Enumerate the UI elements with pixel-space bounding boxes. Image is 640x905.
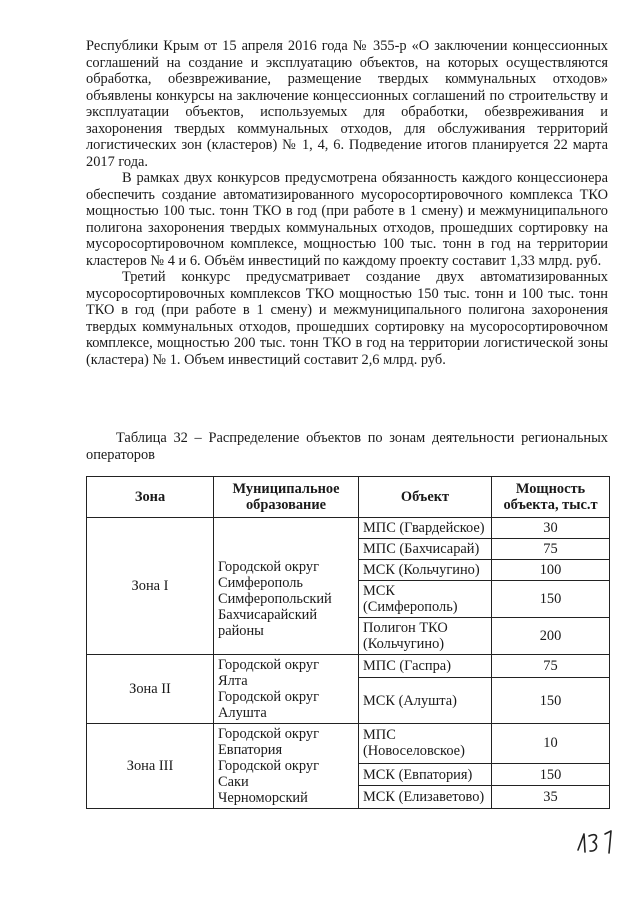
object-cell: МПС (Бахчисарай) xyxy=(359,539,492,560)
zone-cell: Зона I xyxy=(87,518,214,655)
capacity-cell: 150 xyxy=(492,763,610,786)
municipality-line: Городской округ xyxy=(218,689,319,705)
municipality-line: Симферопольский xyxy=(218,591,332,607)
municipality-line: Бахчисарайский xyxy=(218,607,318,623)
municipality-line: Ялта xyxy=(218,673,248,689)
zone-cell: Зона II xyxy=(87,655,214,724)
municipality-cell xyxy=(214,518,359,655)
object-cell: МСК (Кольчугино) xyxy=(359,560,492,581)
capacity-cell: 200 xyxy=(492,618,610,655)
municipality-line: Городской округ xyxy=(218,559,319,575)
paragraph-3: Третий конкурс предусматривает создание двух автоматизированных мусоросортировочных комплексов ТКО мощностью 150 тыс. тонн и 100 тыс. тонн ТКО в год (при работе в 1 смену) и межмуниципального полигона захоронения твердых коммунальных отходов, прошедших сортировку на мусоросортировочном комплексе, мощностью 200 тыс. тонн ТКО в год на территории логистической зоны (кластера) № 1. Объем инвестиций составит 2,6 млрд. руб. xyxy=(86,269,608,368)
body-text xyxy=(86,38,608,368)
object-cell: МСК (Симферополь) xyxy=(359,581,492,618)
header-municipality: Муниципальное образование xyxy=(214,477,359,518)
capacity-cell: 150 xyxy=(492,581,610,618)
table-caption: Таблица 32 – Распределение объектов по зонам деятельности региональных операторов xyxy=(86,430,608,463)
capacity-cell: 75 xyxy=(492,655,610,678)
zones-table xyxy=(86,476,610,809)
municipality-line: Саки xyxy=(218,774,249,790)
object-cell: МСК (Елизаветово) xyxy=(359,786,492,809)
capacity-cell: 75 xyxy=(492,539,610,560)
object-cell: МСК (Евпатория) xyxy=(359,763,492,786)
table-row xyxy=(87,655,610,678)
object-cell: МПС (Новоселовское) xyxy=(359,724,492,764)
municipality-line: Евпатория xyxy=(218,742,283,758)
municipality-line: Городской округ xyxy=(218,657,319,673)
object-cell: Полигон ТКО (Кольчугино) xyxy=(359,618,492,655)
paragraph-2: В рамках двух конкурсов предусмотрена обязанность каждого концессионера обеспечить создание автоматизированного мусоросортировочного комплекса ТКО мощностью 100 тыс. тонн ТКО в год (при работе в 1 смену) и межмуниципального полигона захоронения твердых коммунальных отходов, прошедших сортировку на мусоросортировочном комплексе, мощностью 100 тыс. тонн в год на территории кластеров № 4 и 6. Объём инвестиций по каждому проекту составит 1,33 млрд. руб. xyxy=(86,170,608,269)
paragraph-1: Республики Крым от 15 апреля 2016 года № 355-р «О заключении концессионных соглашений на создание и эксплуатацию объектов, на которых осуществляются обработка, обезвреживание, размещение твердых коммунальных отходов» объявлены конкурсы на заключение концессионных соглашений по строительству и эксплуатации объектов, используемых для обработки, обезвреживания и захоронения твердых коммунальных отходов, для обслуживания территорий логистических зон (кластеров) № 1, 4, 6. Подведение итогов планируется 22 марта 2017 года. xyxy=(86,38,608,170)
header-object: Объект xyxy=(359,477,492,518)
capacity-cell: 35 xyxy=(492,786,610,809)
capacity-cell: 100 xyxy=(492,560,610,581)
municipality-line: Городской округ xyxy=(218,758,319,774)
municipality-line: Симферополь xyxy=(218,575,303,591)
table-header-row xyxy=(87,477,610,518)
municipality-line: Алушта xyxy=(218,705,267,721)
municipality-line: районы xyxy=(218,623,264,639)
page-number-handwritten xyxy=(575,826,619,856)
capacity-cell: 10 xyxy=(492,724,610,764)
object-cell: МСК (Алушта) xyxy=(359,678,492,724)
municipality-line: Черноморский xyxy=(218,790,308,806)
object-cell: МПС (Гаспра) xyxy=(359,655,492,678)
capacity-cell: 150 xyxy=(492,678,610,724)
municipality-line: Городской округ xyxy=(218,726,319,742)
table-row xyxy=(87,518,610,539)
header-capacity: Мощность объекта, тыс.т xyxy=(492,477,610,518)
municipality-cell xyxy=(214,724,359,809)
table-row xyxy=(87,724,610,764)
header-zone: Зона xyxy=(87,477,214,518)
municipality-cell xyxy=(214,655,359,724)
zone-cell: Зона III xyxy=(87,724,214,809)
capacity-cell: 30 xyxy=(492,518,610,539)
object-cell: МПС (Гвардейское) xyxy=(359,518,492,539)
